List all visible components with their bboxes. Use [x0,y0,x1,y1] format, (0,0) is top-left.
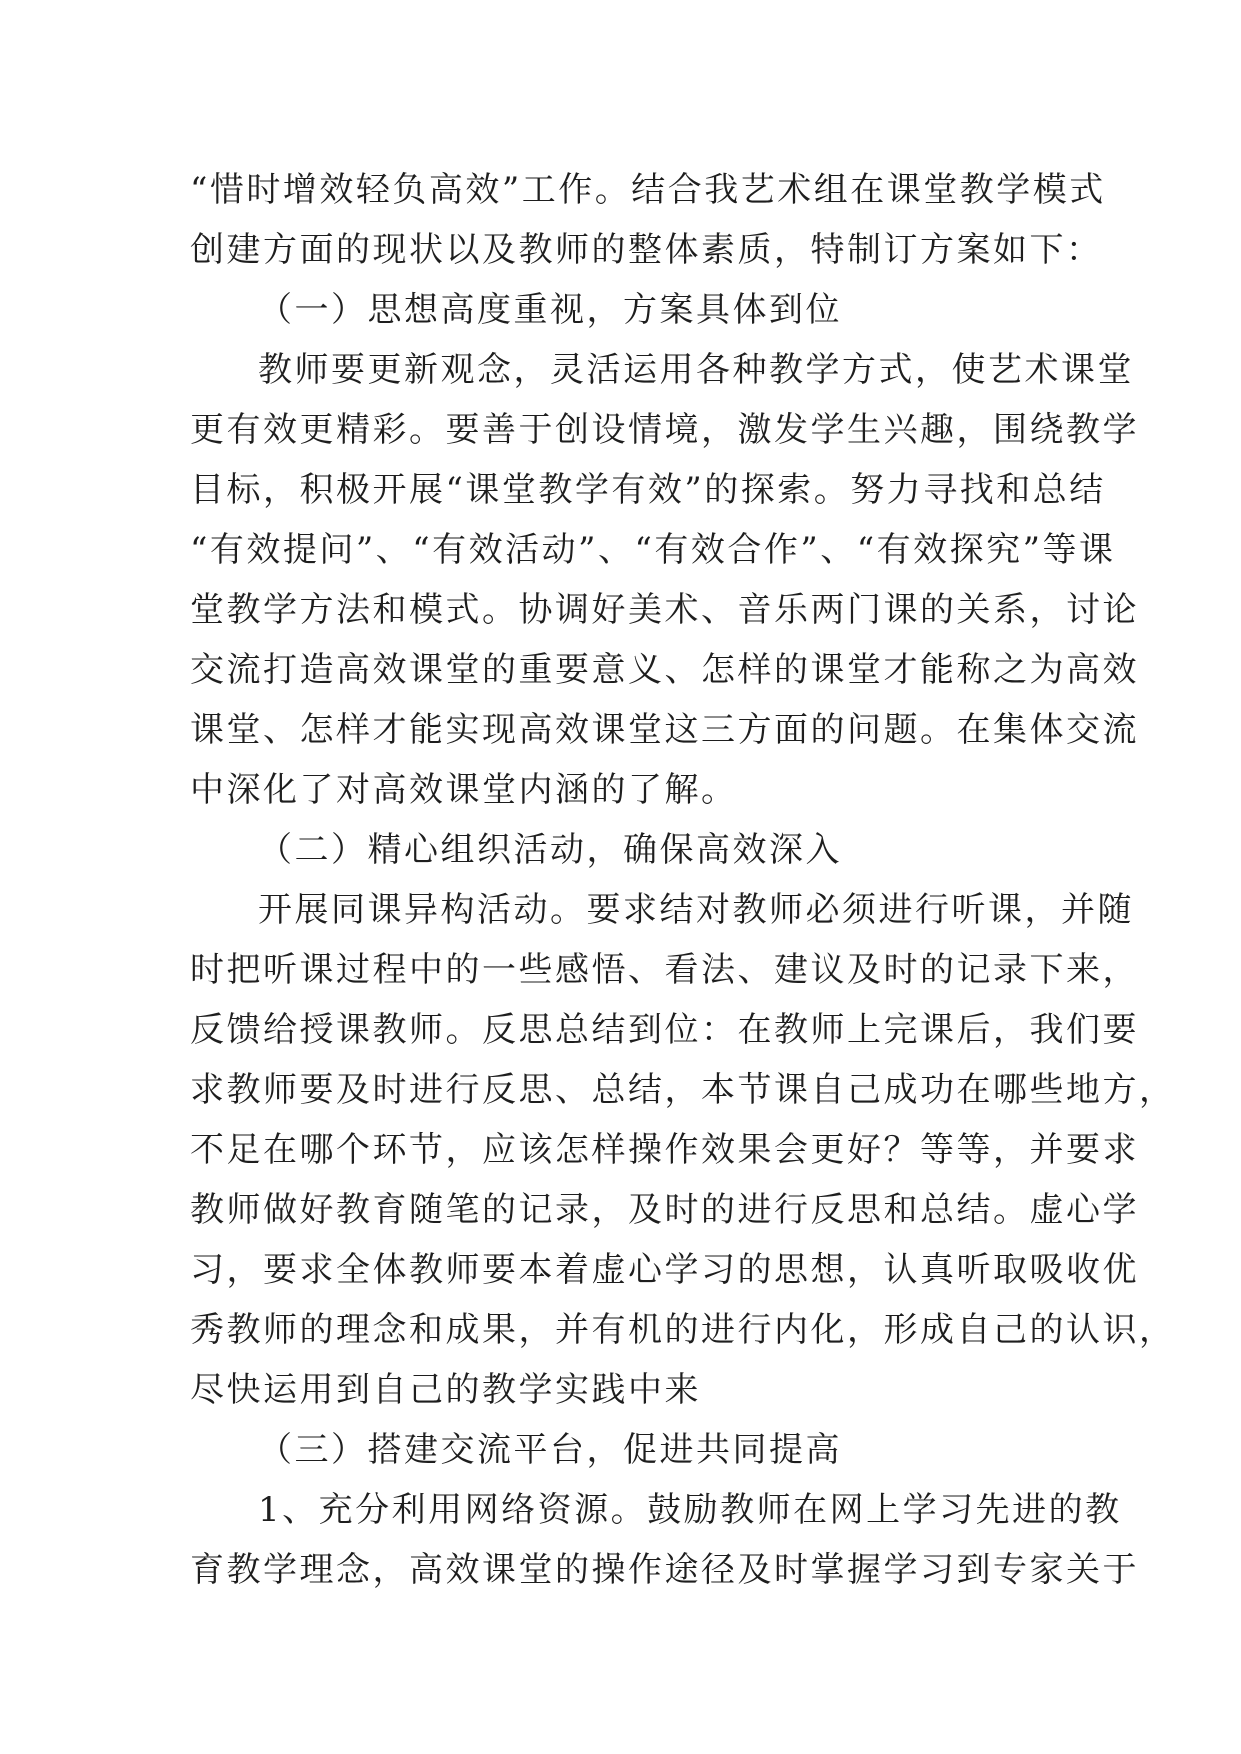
body-line: 目标，积极开展“课堂教学有效”的探索。努力寻找和总结 [190,470,1106,510]
document-body [190,160,1176,1600]
body-line: 反馈给授课教师。反思总结到位：在教师上完课后，我们要 [190,1010,1139,1050]
section-heading-3: （三）搭建交流平台，促进共同提高 [258,1430,842,1470]
body-line: 更有效更精彩。要善于创设情境，激发学生兴趣，围绕教学 [190,410,1139,450]
body-line: 时把听课过程中的一些感悟、看法、建议及时的记录下来， [190,950,1139,990]
body-line: 尽快运用到自己的教学实践中来 [190,1370,701,1410]
body-line: 秀教师的理念和成果，并有机的进行内化，形成自己的认识， [190,1310,1176,1350]
body-line: “有效提问”、“有效活动”、“有效合作”、“有效探究”等课 [190,530,1116,570]
paragraph-start-line: 1、充分利用网络资源。鼓励教师在网上学习先进的教 [258,1490,1122,1530]
section-heading-2: （二）精心组织活动，确保高效深入 [258,830,842,870]
body-line: 习，要求全体教师要本着虚心学习的思想，认真听取吸收优 [190,1250,1139,1290]
body-line: 教师做好教育随笔的记录，及时的进行反思和总结。虚心学 [190,1190,1139,1230]
body-line: 创建方面的现状以及教师的整体素质，特制订方案如下： [190,230,1103,270]
body-line: 育教学理念，高效课堂的操作途径及时掌握学习到专家关于 [190,1550,1139,1590]
paragraph-start-line: 开展同课异构活动。要求结对教师必须进行听课，并随 [258,890,1134,930]
body-line: “惜时增效轻负高效”工作。结合我艺术组在课堂教学模式 [190,170,1106,210]
body-line: 中深化了对高效课堂内涵的了解。 [190,770,738,810]
paragraph-start-line: 教师要更新观念，灵活运用各种教学方式，使艺术课堂 [258,350,1134,390]
section-heading-1: （一）思想高度重视，方案具体到位 [258,290,842,330]
body-line: 不足在哪个环节，应该怎样操作效果会更好？等等，并要求 [190,1130,1139,1170]
body-line: 交流打造高效课堂的重要意义、怎样的课堂才能称之为高效 [190,650,1139,690]
body-line: 课堂、怎样才能实现高效课堂这三方面的问题。在集体交流 [190,710,1139,750]
body-line: 求教师要及时进行反思、总结，本节课自己成功在哪些地方， [190,1070,1176,1110]
body-line: 堂教学方法和模式。协调好美术、音乐两门课的关系，讨论 [190,590,1139,630]
